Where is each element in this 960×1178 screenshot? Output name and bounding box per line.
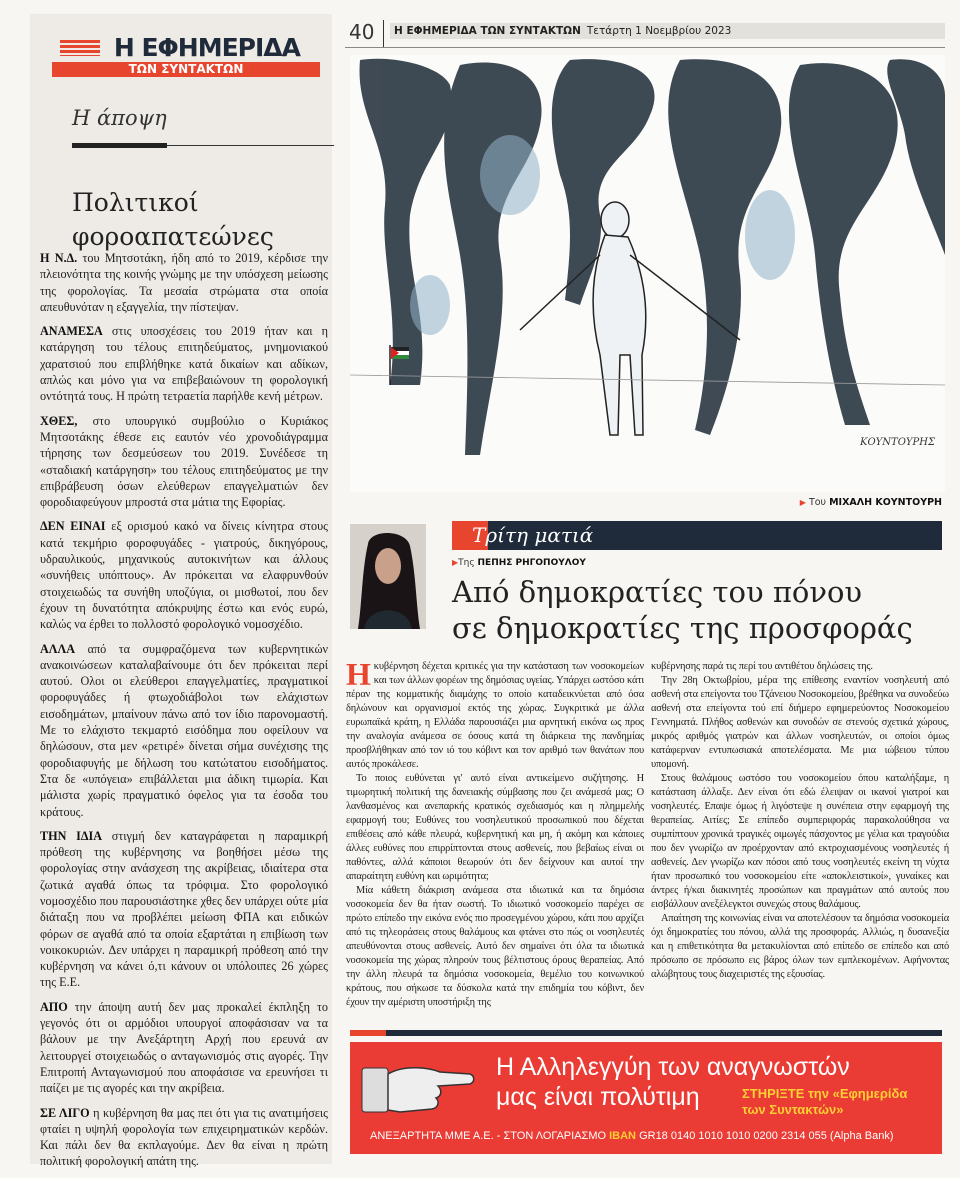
paragraph-text: κυβέρνησης παρά τις περί του αντιθέτου δηλώσεις της. (651, 661, 873, 672)
issue-date: Τετάρτη 1 Νοεμβρίου 2023 (586, 25, 732, 37)
paragraph-lead: ΤΗΝ ΙΔΙΑ (40, 828, 103, 843)
divider (350, 1030, 942, 1036)
ad-bank-details (370, 1130, 894, 1142)
paragraph-text: Την 28η Οκτωβρίου, μέρα της επίθεσης εναντίον νοσηλευτή από ασθενή στα επείγοντα του Τζάνειου Νοσοκομείου, βρέθηκα να συνοδεύω ασθενή στα επείγοντα τού επί διήμερο εφημερεύοντος Νοσοκομείου Γεννηματά. Πλήθος ασθενών και συνοδών σε στενούς σχετικά χώρους, μικρός αριθμός γιατρών και άλλων νοσηλευτών, οι οποίοι όμως κατάφερναν εντυπωσιακά αποτελέσματα. Με μια ιώβειου τύπου υπομονή. (651, 675, 949, 770)
cartoon-credit (800, 497, 942, 508)
ad-headline: Η Αλληλεγγύη των αναγνωστών (496, 1053, 850, 1081)
paper-name: Η ΕΦΗΜΕΡΙΔΑ ΤΩΝ ΣΥΝΤΑΚΤΩΝ (394, 25, 581, 37)
opinion-paragraph (40, 250, 328, 315)
triangle-icon: ▶ (799, 498, 806, 507)
author-photo (350, 524, 426, 629)
article-paragraph (651, 772, 949, 912)
paragraph-lead: ΑΛΛΑ (40, 641, 76, 656)
paragraph-lead: ΧΘΕΣ, (40, 413, 78, 428)
paragraph-lead: ΑΠΟ (40, 999, 68, 1014)
cta-line: των Συντακτών» (742, 1102, 844, 1117)
paragraph-text: η κυβέρνηση θα μας πει ότι για τις ανατιμήσεις φταίει η υψηλή φορολογία των επιχειρηματικών κερδών. Και πάλι δεν θα εκπλαγούμε. Δεν θα είναι η πρώτη πολιτική φορολογική απάτη της. (40, 1105, 329, 1169)
opinion-paragraph (40, 413, 328, 511)
credit-prefix: Του (808, 497, 827, 508)
paragraph-text: του Μητσοτάκη, ήδη από το 2019, κέρδισε την πλειονότητα της κοινής γνώμης με την υπόσχεση μείωσης της φορολογίας. Τα μεσαία στρώματα στα οποία απευθυνόταν η εξαγγελία, την πίστεψαν. (40, 251, 328, 314)
article-paragraph (651, 912, 949, 982)
account-holder: ΑΝΕΞΑΡΤΗΤΑ ΜΜΕ Α.Ε. - ΣΤΟΝ ΛΟΓΑΡΙΑΣΜΟ (370, 1130, 607, 1142)
opinion-paragraph (40, 641, 328, 820)
paragraph-text: στο υπουργικό συμβούλιο ο Κυριάκος Μητσοτάκης έθεσε εις εαυτόν νέο χρονοδιάγραμμα τήρησης των δεσμεύσεων του 2019. Συνέδεσε τη «σταδιακή κατάργηση» του τέλους επιτηδεύματος με την επιβράβευση όσων ελεύθερων επαγγελματιών δεν φοροδιαφεύγουν μπροστά στα μάτια της Εφορίας. (40, 413, 328, 510)
paragraph-text: Απαίτηση της κοινωνίας είναι να αποτελέσουν τα δημόσια νοσοκομεία όχι δημοκρατίες του πόνου, αλλά της προσφοράς. Αλλιώς, η δυσανεξία και η επιθετικότητα θα μετακυλίονται από επίπεδο σε επίπεδο και από πρόσωπο σε πρόσωπο εις βάρος όλων των εμπλεκομένων. Αφήνοντας αλώβητους τους διαχειριστές της εξουσίας. (651, 913, 949, 980)
paragraph-lead: ΑΝΑΜΕΣΑ (40, 324, 103, 339)
triangle-icon: ▶ (452, 558, 459, 567)
paragraph-text: την άποψη αυτή δεν μας προκαλεί έκπληξη το γεγονός ότι οι αρμόδιοι υπουργοί αποφάσισαν να τα βάλουν με την Ανεξάρτητη Αρχή που ερευνά αν λειτουργεί στοιχειωδώς ο ανταγωνισμός στις αγορές. Την Επιτροπή Ανταγωνισμού που αποφάσισε να ερευνήσει τι παίζει με τις αγορές και την ακρίβεια. (40, 999, 328, 1096)
headline-line: σε δημοκρατίες της προσφοράς (452, 611, 913, 645)
paragraph-text: Μία κάθετη διάκριση ανάμεσα στα ιδιωτικά και τα δημόσια νοσοκομεία δεν θα ήταν σωστή. Το ιδιωτικό νοσοκομείο παρέχει σε πρώτο επίπεδο την εικόνα ενός πιο προσεγμένου χώρου, κάτι που αρχίζει από τις τηλεοράσεις στους θαλάμους και φτάνει στο πώς οι νοσηλευτές απευθύνονται στους ασθενείς. Αυτό δεν σημαίνει ότι όλα τα ιδιωτικά νοσοκομεία της χώρας πληρούν τους βέλτιστους όρους θεραπείας. Από την άλλη πλευρά τα δημόσια νοσοκομεία, θεμέλιο του κοινωνικού κράτους, που σήκωσε τα δύσκολα κατά την επιδημία του κόβιντ, δεν έχουν την αμέριστη υποστήριξη της (346, 885, 644, 1008)
byline-prefix: Της (458, 558, 475, 568)
divider (345, 47, 945, 48)
article-paragraph (346, 884, 644, 1010)
divider-accent (350, 1030, 386, 1036)
masthead-subtitle: ΤΩΝ ΣΥΝΤΑΚΤΩΝ (52, 62, 320, 77)
header-bar (390, 23, 945, 39)
paragraph-text: Στους θαλάμους ωστόσο του νοσοκομείου όπου καταλήξαμε, η κατάσταση άλλαξε. Δεν είναι ότι εδώ έλειψαν οι ικανοί γιατροί και νοσηλευτές. Επαψε όμως ή λιγόστεψε η συνέπεια στην εφαρμογή της θεραπείας. Αιτίες; Σε επίπεδο συμπεριφοράς παρακολούθησα να συμπίπτουν χρονικά τραγικές οιμωγές πάσχοντος με γέλια και τραγούδια που δεν γνωρίζω αν προέρχονταν από εκτροχιασμένους νοσηλευτές ή ασθενείς. Δεν γνωρίζω καν πόσοι από τους νοσηλευτές εκείνη τη νύχτα ήταν προσωπικό του νοσοκομείου είτε «αποκλειστικοί», γυναίκες και άντρες ή/και διακινητές προσώπων και πραγμάτων από αυτούς που εισβάλλουν ανεξέλεγκτοι συνεχώς στους θαλάμους. (651, 773, 949, 910)
title-line: φοροαπατεώνες (72, 222, 274, 251)
opinion-paragraph (40, 828, 328, 991)
paragraph-text: Το ποιος ευθύνεται γι' αυτό είναι αντικείμενο συζήτησης. Η τιμωρητική πολιτική της δανειακής σύμβασης που ζει ανάμεσά μας; Ο λανθασμένος και ανεπαρκής κρατικός σχεδιασμός και η πλημμελής εφαρμογή του; Ευθύνες του νοσηλευτικού προσωπικού που δέχεται επιθέσεις από κάθε πλευρά, κυβερνητική και μη, ή ακόμη και κάποιες άλλες ευθύνες που επιρρίπτονται στους ασθενείς, που βεβαίως είναι οι παθόντες, αλλά κάποιοι θεωρούν ότι δεν δείχνουν και αυτοί την απαραίτητη ευθύνη και ωριμότητα; (346, 773, 644, 882)
paragraph-text: κυβέρνηση δέχεται κριτικές για την κατάσταση των νοσοκομείων και των άλλων φορέων της δημόσιας υγείας. Υπάρχει ωστόσο κάτι πέραν της κομματικής διαμάχης το οποίο καταδεικνύεται από όσα δηλώνουν και οργανισμοί εκτός της χώρας. Συγκριτικά με άλλα ευρωπαϊκά κράτη, η Ελλάδα παρουσιάζει μια αρνητική εικόνα ως προς την αναλογία ανάμεσα σε όσους κατά τη διάρκεια της πανδημίας προσβλήθηκαν από τον ιό του κόβιντ και τον αριθμό των θανάτων που αυτός προκάλεσε. (346, 661, 644, 770)
byline (452, 558, 586, 568)
iban-label: IBAN (609, 1130, 636, 1142)
credit-name: ΜΙΧΑΛΗ ΚΟΥΝΤΟΥΡΗ (829, 497, 942, 508)
paragraph-text: εξ ορισμού κακό να δίνεις κίνητρα στους κατά τεκμήριο φοροφυγάδες - γιατρούς, δικηγόρους, υδραυλικούς, μηχανικούς αυτοκινήτων και άλλους «συνήθεις υπόπτους». Αν πρόκειται να ελαφρυνθούν στοιχειωδώς τα συνήθη υποζύγια, οι μισθωτοί, που δεν έχουν τη δυνατότητα απόκρυψης έστω και ενός ευρώ, καλώς να έρθει το πολλοστό φορολογικό νομοσχέδιο. (40, 519, 328, 632)
article-column-1 (346, 660, 644, 1010)
pointing-hand-icon (360, 1054, 475, 1119)
paragraph-text: στις υποσχέσεις του 2019 ήταν και η κατάργηση του τέλους επιτηδεύματος, μνημονιακού χαρατσιού που επιβλήθηκε κατά δικαίων και αδίκων, απλώς και μόνο για να επιβεβαιώνουν τη φορολογική οντότητά τους. Η πρώτη τετραετία παρήλθε κενή μέτρων. (40, 324, 328, 404)
opinion-paragraph (40, 323, 328, 404)
title-line: Πολιτικοί (72, 188, 199, 217)
masthead-name: Η ΕΦΗΜΕΡΙΔΑ (113, 33, 300, 62)
opinion-paragraph (40, 999, 328, 1097)
divider-accent (72, 143, 167, 148)
ad-headline-2: μας είναι πολύτιμη (496, 1083, 700, 1111)
paragraph-lead: Η Ν.Δ. (40, 251, 78, 265)
opinion-paragraph (40, 1105, 328, 1170)
editorial-cartoon (350, 55, 945, 492)
section-title (472, 521, 593, 550)
paragraph-lead: ΔΕΝ ΕΙΝΑΙ (40, 519, 106, 534)
ad-call-to-action (742, 1086, 907, 1118)
cartoonist-signature: ΚΟΥΝΤΟΥΡΗΣ (860, 437, 936, 448)
section-label: ρίτη ματιά (485, 523, 594, 547)
page-number: 40 (349, 20, 375, 44)
article-paragraph (346, 772, 644, 884)
paragraph-text: στιγμή δεν καταγράφεται η παραμικρή πρόθεση της κυβέρνησης να βοηθήσει μέσω της φορολογίας στην ανάσχεση της ακρίβειας, ιδιαίτερα στα ζωτικά αγαθά όπως τα τρόφιμα. Στο φορολογικό νομοσχέδιο που παρουσιάστηκε χθες δεν υπάρχει ούτε μία διάταξη που να προβλέπει μείωση ΦΠΑ και ειδικών φόρων σε αγαθά από τα οποία εξαρτάται η επιβίωση των νοικοκυριών. Δεν υπάρχει η παραμικρή πρόθεση από την κυβέρνηση να κάνει ό,τι κάνουν οι υπόλοιπες 26 χώρες της Ε.Ε. (40, 828, 329, 990)
divider (383, 20, 384, 48)
author-name: ΠΕΠΗΣ ΡΗΓΟΠΟΥΛΟΥ (477, 558, 586, 568)
drop-cap: Η (346, 660, 371, 692)
section-band (452, 521, 942, 550)
article-paragraph (651, 660, 949, 674)
section-initial: Τ (472, 523, 486, 547)
paragraph-lead: ΣΕ ΛΙΓΟ (40, 1105, 90, 1120)
article-paragraph (651, 674, 949, 772)
paragraph-text: από τα συμφραζόμενα των κυβερνητικών ανακοινώσεων καταλαβαίνουμε ότι δεν πρόκειται περί αυτού. Ολοι οι ελεύθεροι επαγγελματίες, πραγματικοί φοροφυγάδες ή φτωχοδιάβολοι των ελάχιστων εισοδημάτων, μπαίνουν πάνω από τον ίδιο παρονομαστή. Με το ελάχιστο τεκμαρτό εισόδημα που οφείλουν να δηλώσουν, στα μεν «ρετιρέ» δίνεται σήμα συνέχισης της φοροδιαφυγής με δήλωση του κατώτατου εισοδήματος. Στα δε «υπόγεια» επιβάλλεται μια άδικη τιμωρία. Και μάλιστα χωρίς πραγματικό όφελος για τα έσοδα του κράτους. (40, 641, 328, 819)
masthead-logo (52, 34, 320, 77)
cta-line: ΣΤΗΡΙΞΤΕ την «Εφημερίδα (742, 1086, 908, 1101)
section-label: Η άποψη (72, 106, 167, 130)
iban-number: GR18 0140 1010 1010 0200 2314 055 (639, 1130, 827, 1142)
page-header (345, 20, 945, 48)
reader-support-ad[interactable] (350, 1042, 942, 1154)
opinion-title (72, 186, 274, 254)
headline-line: Από δημοκρατίες του πόνου (452, 575, 863, 609)
opinion-paragraph (40, 518, 328, 632)
bank-name: (Alpha Bank) (829, 1130, 894, 1142)
article-paragraph (346, 660, 644, 772)
opinion-body (40, 250, 328, 1178)
article-column-2 (651, 660, 949, 982)
speed-lines-icon (60, 40, 100, 56)
article-headline (452, 574, 913, 646)
